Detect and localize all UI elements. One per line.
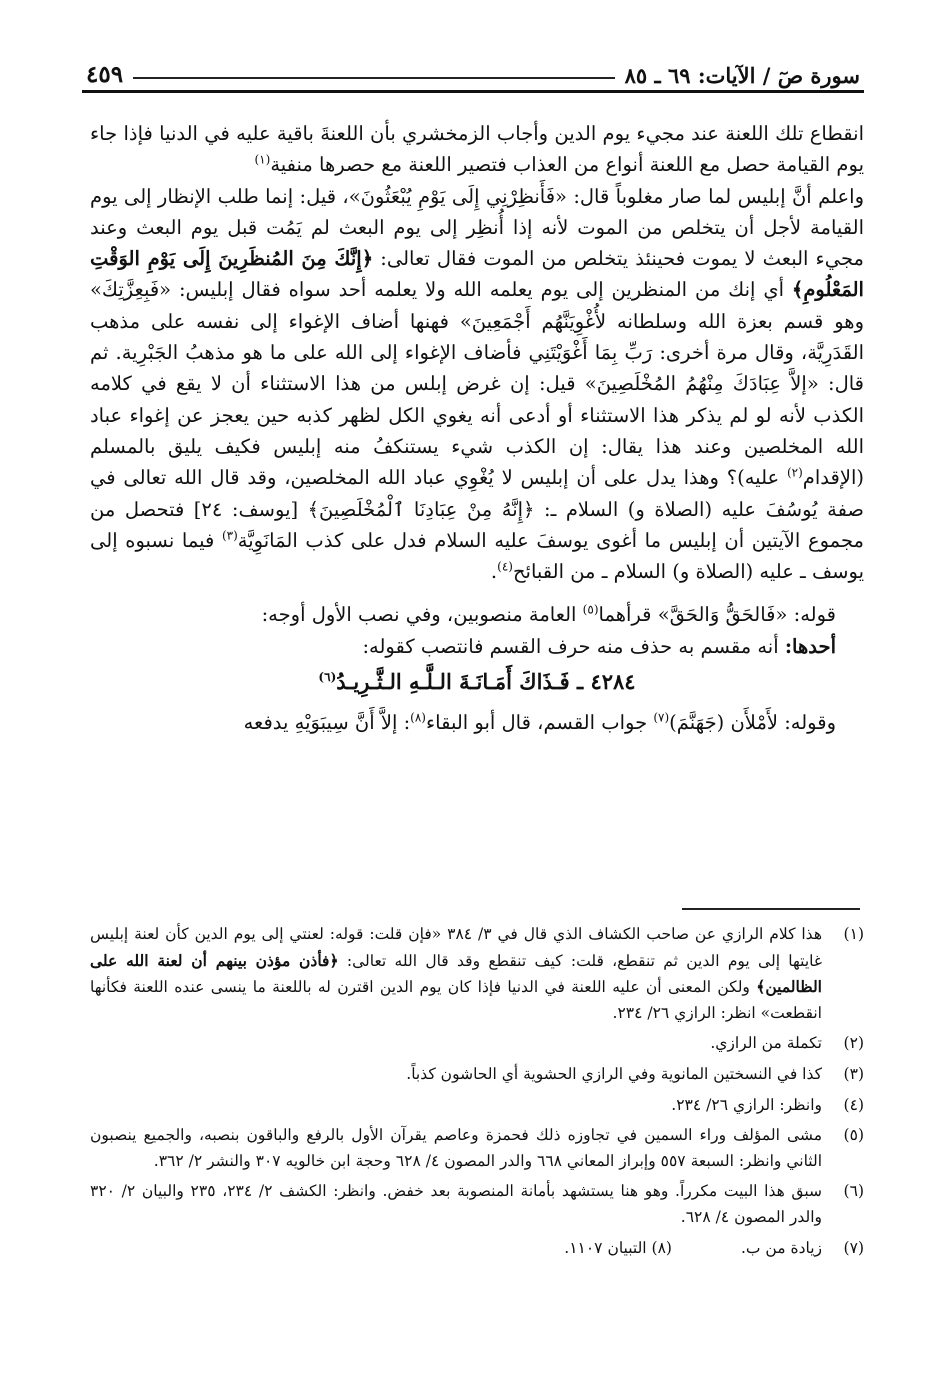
footnote-text-a: زيادة من ب. xyxy=(740,1238,822,1257)
paragraph-2-text-d: فيما نسبوه إلى يوسف ـ عليه (الصلاة و) السلام ـ من القبائح xyxy=(90,528,864,584)
footnote-item xyxy=(90,1179,864,1230)
footnote-text-a: هذا كلام الرازي عن صاحب الكشاف الذي قال في ٣/ ٣٨٤ «فإن قلت: قوله: لعنتي إلى يوم الدين كأن لعنة إبليس غايتها إلى يوم الدين ثم تنقطع، قلت: كيف تنقطع وقد قال الله تعالى: xyxy=(90,925,822,970)
footnote-ref-8[interactable]: (٨) xyxy=(410,710,426,725)
paragraph-2-text-c: عليه)؟ وهذا يدل على أن إبليس لا يُغْوِي عباد الله المخلصين، وقد قال الله تعالى في صفة يُوسُفَ عليه (الصلاة و) السلام ـ: ﴿إِنَّهُ مِنْ عِبَادِنَا ٱلْمُخْلَصِينَ﴾ [يوسف: ٢٤] فتحصل من مجموع الآيتين أن إبليس ما أغوى يوسفَ عليه السلام فدل على كذب المَانَوِيَّة xyxy=(90,466,864,552)
footnote-number: (٢) xyxy=(843,1034,864,1053)
footnote-item xyxy=(90,1236,864,1262)
quran-quote: ﴿إِنَّكَ مِنَ المُنظَرِينَ إِلَى يَوْمِ الوَقْتِ المَعْلُومِ﴾ xyxy=(90,247,864,302)
paragraph-4 xyxy=(90,631,864,662)
paragraph-1-text: انقطاع تلك اللعنة عند مجيء يوم الدين وأجاب الزمخشري بأن اللعنةَ باقية عليه في الدنيا فإذا جاء يوم القيامة حصل مع اللعنة أنواع من العذاب فتصير اللعنة مع حصرها منفية xyxy=(90,122,864,177)
footnote-quran: ﴿فأذن مؤذن بينهم أن لعنة الله على الظالمين﴾ xyxy=(90,950,822,997)
footnote-text: سبق هذا البيت مكرراً. وهو هنا يستشهد بأمانة المنصوبة بعد خفض. وانظر: الكشف ٢/ ٢٣٤، ٢٣٥ والبيان ٢/ ٣٢٠ والدر المصون ٤/ ٦٢٨. xyxy=(90,1182,823,1226)
footnote-ref-5[interactable]: (٥) xyxy=(582,602,599,617)
paragraph-1 xyxy=(90,118,864,181)
footnote-item xyxy=(90,1062,864,1088)
first-point-label: أحدها: xyxy=(784,634,836,658)
poetry-verse xyxy=(90,666,864,697)
paragraph-3-text-b: العامة منصوبين، وفي نصب الأول أوجه: xyxy=(261,603,583,627)
footnote-item xyxy=(90,1123,864,1174)
header-line xyxy=(133,77,615,79)
footnote-text: مشى المؤلف وراء السمين في تجاوزه ذلك فحمزة وعاصم يقرآن الأول بالرفع والباقون بنصبه، والجميع ينصبون الثاني وانظر: السبعة ٥٥٧ وإبراز المعاني ٦٦٨ والدر المصون ٤/ ٦٢٨ وحجة ابن خالويه ٣٠٧ والنشر ٢/ ٣٦٢. xyxy=(90,1126,822,1170)
main-text xyxy=(90,118,864,739)
footnote-text-b: (٨) التبيان ١١٠٧. xyxy=(564,1238,672,1257)
paragraph-2-text-a: واعلم أنَّ إبليس لما صار مغلوباً قال: «فَأَنظِرْنِي إِلَى يَوْمِ يُبْعَثُونَ»، قيل: إنما طلب الإنظار إلى يوم القيامة لأجل أن يتخلص من الموت لأنه إذا أُنظِر إلى يوم البعث لم يَمُت قبل يوم البعث وعند مجيء البعث لا يموت فحينئذ يتخلص من الموت فقال تعالى: xyxy=(90,184,864,271)
footnote-text: وانظر: الرازي ٢٦/ ٢٣٤. xyxy=(671,1095,822,1114)
paragraph-2: واعلم أنَّ إبليس لما صار مغلوباً قال: «فَأَنظِرْنِي إِلَى يَوْمِ يُبْعَثُونَ»، قيل: إنما طلب الإنظار إلى يوم القيامة لأجل أن يتخلص من الموت لأنه إذا أُنظِر إلى يوم البعث لم يَمُت قبل يوم البعث وعند مجيء البعث لا يموت فحينئذ يتخلص من الموت فقال تعالى: ﴿إِنَّكَ مِنَ المُنظَرِينَ إِلَى يَوْمِ الوَقْتِ المَعْلُومِ﴾ أي إنك من المنظرين إلى يوم يعلمه الله ولا يعلمه أحد سواه فقال إبليس: «فَبِعِزَّتِكَ» وهو قسم بعزة الله وسلطانه لأُغْوِيَنَّهُم أَجْمَعِينَ» فهنها أضاف الإغواء إلى نفسه على مذهب القَدَرِيَّة، وقال مرة أخرى: رَبِّ بِمَا أَغْوَيْتَنِي فأضاف الإغواء إلى الله على ما هو مذهبُ الجَبْرِية. ثم قال: «إلاَّ عِبَادَكَ مِنْهُمُ المُخْلَصِينَ» قيل: إن غرض إبلس من هذا الاستثناء أن لا يقع في كلامه الكذب لأنه لو لم يذكر هذا الاستثناء أو أدعى أنه يغوي الكل لظهر كذبه حين يعجز عن إغواء عباد الله المخلصين وعند هذا يقال: إن الكذب شيء يستنكفُ منه إبليس فكيف يليق بالمسلم (الإقدام$^{(٢)}$ عليه)؟ وهذا يدل على أن إبليس لا يُغْوِي عباد الله المخلصين، وقد قال الله تعالى في صفة يُوسُفَ عليه (الصلاة و) السلام ـ: ﴿إِنَّهُ مِنْ عِبَادِنَا ٱلْمُخْلَصِينَ﴾ [يوسف: ٢٤] فتحصل من مجموع الآيتين أن إبليس ما أغوى يوسفَ عليه السلام فدل على كذب المَانَوِيَّة$^{(٣)}$ فيما نسبوه إلى يوسف ـ عليه (الصلاة و) السلام ـ من القبائح$^{(٤)}$. xyxy=(90,184,864,584)
header-rule xyxy=(82,90,864,93)
paragraph-2-text-b: أي إنك من المنظرين إلى يوم يعلمه الله ولا يعلمه أحد سواه فقال إبليس: «فَبِعِزَّتِكَ» وهو قسم بعزة الله وسلطانه لأُغْوِيَنَّهُم أَجْمَعِينَ» فهنها أضاف الإغواء إلى نفسه على مذهب القَدَرِيَّة، وقال مرة أخرى: رَبِّ بِمَا أَغْوَيْتَنِي فأضاف الإغواء إلى الله على ما هو مذهبُ الجَبْرِية. ثم قال: «إلاَّ عِبَادَكَ مِنْهُمُ المُخْلَصِينَ» قيل: إن غرض إبلس من هذا الاستثناء أن لا يقع في كلامه الكذب لأنه لو لم يذكر هذا الاستثناء أو أدعى أنه يغوي الكل لظهر كذبه حين يعجز عن إغواء عباد الله المخلصين وعند هذا يقال: إن الكذب شيء يستنكفُ منه إبليس فكيف يليق بالمسلم (الإقدام xyxy=(90,278,864,490)
paragraph-4-text: أنه مقسم به حذف منه حرف القسم فانتصب كقوله: xyxy=(362,634,785,658)
page-number: ٤٥٩ xyxy=(86,61,124,88)
footnote-ref-3[interactable]: (٣) xyxy=(221,528,238,543)
running-title: سورة صٓ / الآيات: ٦٩ ـ ٨٥ xyxy=(624,63,860,88)
footnote-number: (١) xyxy=(843,925,864,943)
paragraph-5-text-c: : إلاَّ أَنَّ سِيبَوَيْهِ يدفعه xyxy=(243,711,411,735)
footnote-item xyxy=(90,922,864,1026)
footnote-text: تكملة من الرازي. xyxy=(710,1034,822,1053)
footnote-ref-2[interactable]: (٢) xyxy=(786,465,803,480)
footnote-item xyxy=(90,1093,864,1119)
footnote-text xyxy=(90,1236,822,1262)
footnote-number: (٦) xyxy=(843,1182,864,1201)
footnote-ref-6[interactable]: (٦) xyxy=(318,670,337,685)
footnote-ref-4[interactable]: (٤) xyxy=(497,559,513,574)
footnote-separator xyxy=(682,908,860,910)
verse-text: ٤٢٨٤ ـ فَـذَاكَ أَمَـانَـةَ الـلَّـهِ الـثَّـرِيـدُ xyxy=(336,669,636,695)
footnote-text-b: ولكن المعنى أن عليه اللعنة في الدنيا فإذا كان يوم الدين اقترن له باللعنة ما ينسى عنده اللعنة فكأنها انقطعت» انظر: الرازي ٢٦/ ٢٣٤. xyxy=(90,978,822,1022)
page-header xyxy=(86,52,860,86)
footnote-ref-1[interactable]: (١) xyxy=(254,152,271,167)
paragraph-5 xyxy=(90,707,864,738)
footnotes xyxy=(90,922,864,1266)
footnote-number: (٧) xyxy=(843,1238,864,1257)
paragraph-3 xyxy=(90,599,864,630)
footnote-number: (٥) xyxy=(843,1126,864,1145)
footnote-ref-7[interactable]: (٧) xyxy=(653,710,670,725)
footnote-text: كذا في النسختين المانوية وفي الرازي الحشوية أي الحاشون كذباً. xyxy=(406,1064,822,1083)
footnote-item xyxy=(90,1031,864,1057)
footnote-number: (٤) xyxy=(843,1095,864,1114)
paragraph-5-text-a: وقوله: لأَمْلأَن (جَهَنَّمَ) xyxy=(669,711,836,735)
footnote-text xyxy=(90,922,822,1026)
footnote-number: (٣) xyxy=(843,1064,864,1083)
paragraph-5-text-b: جواب القسم، قال أبو البقاء xyxy=(425,711,654,735)
paragraph-3-text-a: قوله: «فَالحَقُّ وَالحَقَّ» قرأهما xyxy=(598,603,836,627)
